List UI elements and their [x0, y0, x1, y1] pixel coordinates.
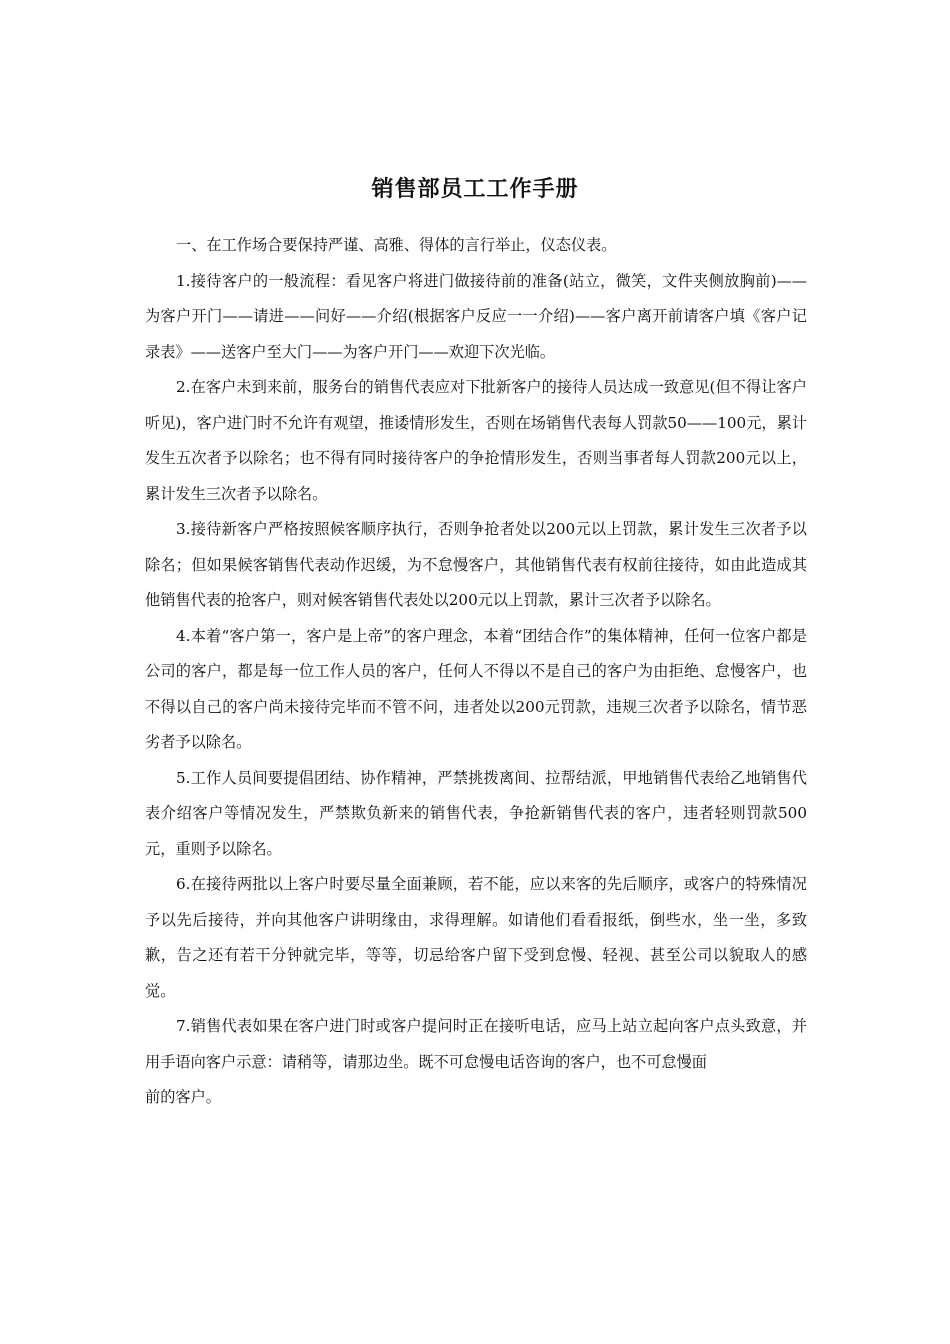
document-body [145, 228, 807, 1116]
paragraph-rule-2: 2.在客户未到来前，服务台的销售代表应对下批新客户的接待人员达成一致意见(但不得让客户听见)，客户进门时不允许有观望，推诿情形发生，否则在场销售代表每人罚款50——100元，累计发生五次者予以除名；也不得有同时接待客户的争抢情形发生，否则当事者每人罚款200元以上，累计发生三次者予以除名。 [145, 378, 807, 503]
document-title: 销售部员工工作手册 [371, 177, 579, 202]
paragraph-rule-7-continued: 前的客户。 [145, 1088, 221, 1106]
paragraph-intro: 一、在工作场合要保持严谨、高雅、得体的言行举止，仪态仪表。 [176, 236, 617, 254]
paragraph-rule-7: 7.销售代表如果在客户进门时或客户提问时正在接听电话，应马上站立起向客户点头致意，并用手语向客户示意：请稍等，请那边坐。既不可怠慢电话咨询的客户，也不可怠慢面 [145, 1017, 807, 1071]
paragraph-rule-4: 4.本着“客户第一，客户是上帝”的客户理念，本着“团结合作”的集体精神，任何一位客户都是公司的客户，都是每一位工作人员的客户，任何人不得以不是自己的客户为由拒绝、怠慢客户，也不得以自己的客户尚未接待完毕而不管不问，违者处以200元罚款，违规三次者予以除名，情节恶劣者予以除名。 [145, 626, 807, 751]
paragraph-rule-6: 6.在接待两批以上客户时要尽量全面兼顾，若不能，应以来客的先后顺序，或客户的特殊情况予以先后接待，并向其他客户讲明缘由，求得理解。如请他们看看报纸，倒些水，坐一坐，多致歉，告之还有若干分钟就完毕，等等，切忌给客户留下受到怠慢、轻视、甚至公司以貌取人的感觉。 [145, 875, 807, 1000]
paragraph-rule-3: 3.接待新客户严格按照候客顺序执行，否则争抢者处以200元以上罚款，累计发生三次者予以除名；但如果候客销售代表动作迟缓，为不怠慢客户，其他销售代表有权前往接待，如由此造成其他销售代表的抢客户，则对候客销售代表处以200元以上罚款，累计三次者予以除名。 [145, 520, 807, 609]
paragraph-rule-5: 5.工作人员间要提倡团结、协作精神，严禁挑拨离间、拉帮结派，甲地销售代表给乙地销售代表介绍客户等情况发生，严禁欺负新来的销售代表，争抢新销售代表的客户，违者轻则罚款500元，重则予以除名。 [145, 768, 807, 858]
paragraph-rule-1: 1.接待客户的一般流程：看见客户将进门做接待前的准备(站立，微笑，文件夹侧放胸前)——为客户开门——请进——问好——介绍(根据客户反应一一介绍)——客户离开前请客户填《客户记录表》——送客户至大门——为客户开门——欢迎下次光临。 [145, 271, 807, 361]
